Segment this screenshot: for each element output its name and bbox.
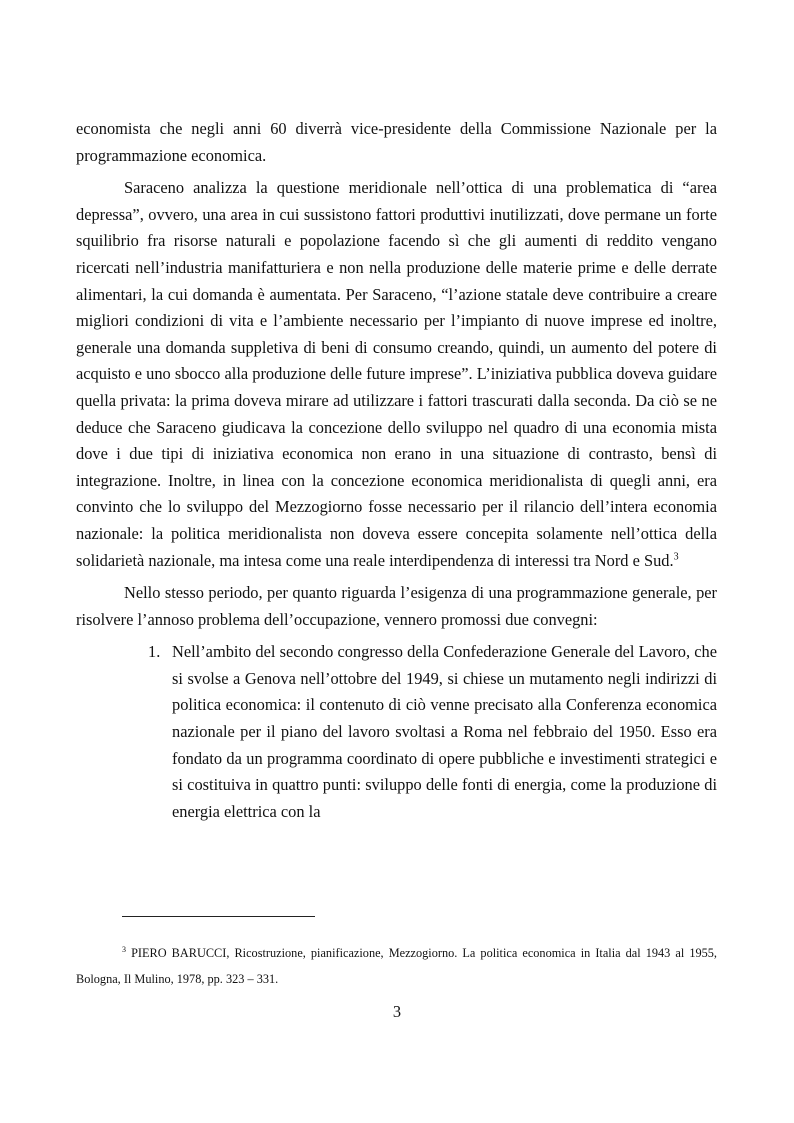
footnote	[76, 940, 717, 992]
list-item	[148, 639, 717, 825]
paragraph-continued: economista che negli anni 60 diverrà vice-presidente della Commissione Nazionale per la programmazione economica.	[76, 119, 717, 165]
footnote-reference[interactable]: 3	[673, 551, 679, 563]
page-number: 3	[392, 1002, 402, 1021]
footnote-separator	[122, 916, 315, 917]
footnote-text: PIERO BARUCCI, Ricostruzione, pianificazione, Mezzogiorno. La politica economica in Italia dal 1943 al 1955, Bologna, Il Mulino, 1978, pp. 323 – 331.	[76, 946, 717, 986]
paragraph-saraceno-text: Saraceno analizza la questione meridionale nell’ottica di una problematica di “area depressa”, ovvero, una area in cui sussistono fattori produttivi inutilizzati, dove permane un forte squilibrio fra risorse naturali e popolazione facendo sì che gli aumenti di reddito vengano ricercati nell’industria manifatturiera e non nella produzione delle materie prime e delle derrate alimentari, la cui domanda è aumentata. Per Saraceno, “l’azione statale deve contribuire a creare migliori condizioni di vita e l’ambiente necessario per l’impianto di nuove imprese ed inoltre, generale una domanda suppletiva di beni di consumo creando, quindi, un aumento del potere di acquisto e uno sbocco alla produzione delle future imprese”. L’iniziativa pubblica doveva guidare quella privata: la prima doveva mirare ad utilizzare i fattori trascurati dalla seconda. Da ciò se ne deduce che Saraceno giudicava la concezione dello sviluppo nel quadro di una economia mista dove i due tipi di iniziativa economica non erano in una situazione di contrasto, bensì di integrazione. Inoltre, in linea con la concezione economica meridionalista di quegli anni, era convinto che lo sviluppo del Mezzogiorno fosse necessario per il rilancio dell’intera economia nazionale: la politica meridionalista non doveva essere concepita solamente nell’ottica della solidarietà nazionale, ma intesa come una reale interdipendenza di interessi tra Nord e Sud.	[76, 178, 717, 570]
paragraph-convegni: Nello stesso periodo, per quanto riguarda l’esigenza di una programmazione generale, per risolvere l’annoso problema dell’occupazione, vennero promossi due convegni:	[76, 583, 717, 629]
footnote-marker: 3	[122, 944, 126, 954]
paragraph-saraceno	[76, 175, 717, 574]
convegni-list	[76, 639, 717, 825]
body-text	[76, 116, 717, 825]
list-item-text: Nell’ambito del secondo congresso della Confederazione Generale del Lavoro, che si svolse a Genova nell’ottobre del 1949, si chiese un mutamento negli indirizzi di politica economica: il contenuto di ciò venne precisato alla Conferenza economica nazionale per il piano del lavoro svoltasi a Roma nel febbraio del 1950. Esso era fondato da un programma coordinato di opere pubbliche e investimenti strategici e si costituiva in quattro punti: sviluppo delle fonti di energia, come la produzione di energia elettrica con la	[172, 642, 717, 821]
list-item-number: 1.	[148, 642, 161, 662]
